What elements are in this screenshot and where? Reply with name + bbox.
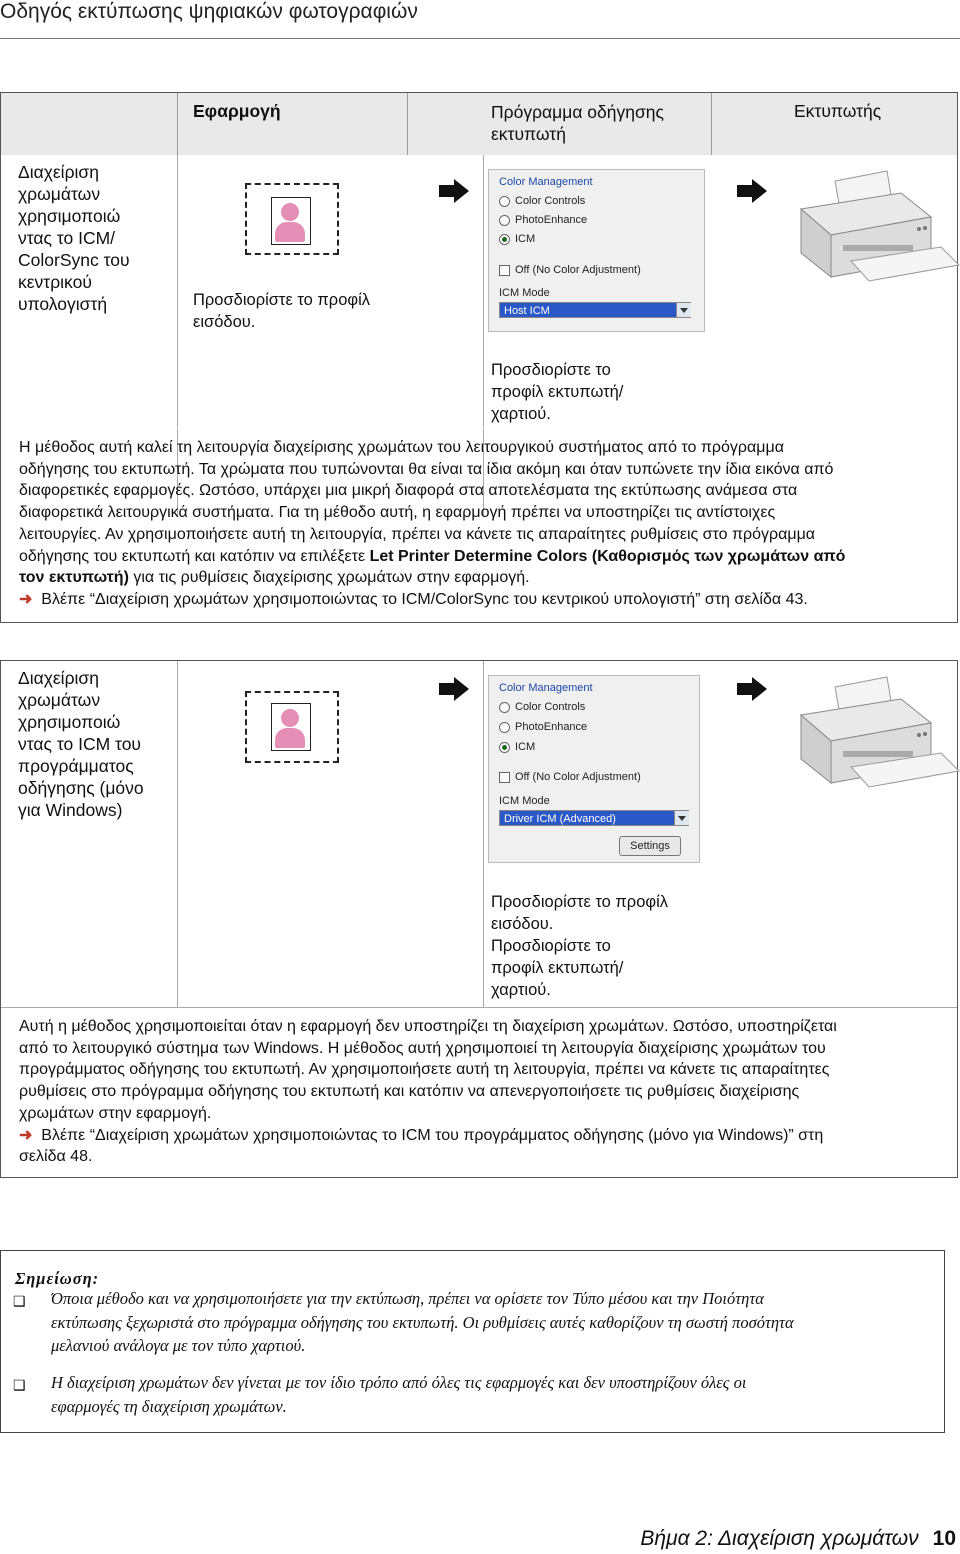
driver-caption: Προσδιορίστε το προφίλ εισόδου. Προσδιορίστε το προφίλ εκτυπωτή/ χαρτιού.: [491, 893, 668, 999]
col-divider: [483, 661, 484, 1007]
photo-icon: [271, 197, 311, 245]
radio-photoenhance[interactable]: [499, 722, 510, 733]
note-item: Η διαχείριση χρωμάτων δεν γίνεται με τον ίδιο τρόπο από όλες τις εφαρμογές και δεν υποστηρίζουν όλες οι εφαρμογές τη διαχείριση χρωμάτων.: [51, 1373, 747, 1416]
arrow-right-icon: [735, 177, 769, 205]
icm-mode-label: ICM Mode: [499, 287, 550, 299]
radio-color-controls[interactable]: [499, 702, 510, 713]
row1-description: Η μέθοδος αυτή καλεί τη λειτουργία διαχείρισης χρωμάτων του λειτουργικού συστήματος από το πρόγραμμα οδήγησης του εκτυπωτή. Τα χρώματα που τυπώνονται θα είναι τα ίδια ακόμη και όταν τυπώνετε την ίδια εικόνα από διαφορετικές εφαρμογές. Ωστόσο, υπάρχει μια μικρή διαφορά στα αποτελέσματα της εκτύπωσης ανάμεσα στα διαφορετικά λειτουργικά συστήματα. Για τη μέθοδο αυτή, η εφαρμογή πρέπει να υποστηρίζει τις αντίστοιχες λειτουργίες. Αν χρησιμοποιήσετε αυτή τη λειτουργία, πρέπει να κάνετε τις απαραίτητες ρυθμίσεις στο πρόγραμμα οδήγησης του εκτυπωτή και κατόπιν να επιλέξετε Let Printer Determine Colors (Καθορισμός των χρωμάτων από τον εκτυπωτή) για τις ρυθμίσεις διαχείρισης χρωμάτων στην εφαρμογή. ➜ Βλέπε “Διαχείριση χρωμάτων χρησιμοποιώντας το ICM/ColorSync του κεντρικού υπολογιστή” στη σελίδα 43.: [19, 439, 846, 608]
table-driver-icm: [0, 660, 958, 1178]
col-divider: [407, 93, 408, 155]
row2-description: Αυτή η μέθοδος χρησιμοποιείται όταν η εφαρμογή δεν υποστηρίζει τη διαχείριση χρωμάτων. Ωστόσο, υποστηρίζεται από το λειτουργικό σύστημα των Windows. Η μέθοδος αυτή χρησιμοποιεί τη λειτουργία διαχείρισης χρωμάτων του προγράμματος οδήγησης του εκτυπωτή. Αν χρησιμοποιήσετε αυτή τη λειτουργία, πρέπει να κάνετε τις απαραίτητες ρυθμίσεις στο πρόγραμμα οδήγησης του εκτυπωτή και κατόπιν να απενεργοποιήσετε τις ρυθμίσεις διαχείρισης χρωμάτων στην εφαρμογή. ➜ Βλέπε “Διαχείριση χρωμάτων χρησιμοποιώντας το ICM του προγράμματος οδήγησης (μόνο για Windows)” στη σελίδα 48.: [19, 1018, 837, 1166]
color-management-dialog: [488, 675, 700, 863]
app-caption: Προσδιορίστε το προφίλ εισόδου.: [193, 291, 370, 331]
arrow-right-icon: [437, 177, 471, 205]
see-also-link[interactable]: Βλέπε “Διαχείριση χρωμάτων χρησιμοποιώντας το ICM/ColorSync του κεντρικού υπολογιστή” στη σελίδα 43.: [41, 590, 808, 608]
radio-photoenhance[interactable]: [499, 215, 510, 226]
arrow-right-icon: [437, 675, 471, 703]
icm-mode-label: ICM Mode: [499, 795, 550, 807]
icm-mode-select[interactable]: Host ICM: [499, 302, 691, 318]
printer-icon: [791, 169, 960, 299]
person-body: [275, 728, 305, 748]
person-head: [281, 709, 299, 727]
checkbox-bullet-icon: ❑: [13, 1377, 26, 1393]
option-color-controls: Color Controls: [515, 701, 586, 713]
page-number: 10: [932, 1527, 956, 1550]
chevron-down-icon[interactable]: [674, 811, 689, 825]
printer-icon: [791, 675, 960, 805]
chevron-down-icon[interactable]: [676, 303, 691, 317]
column-header-printer: Εκτυπωτής: [794, 101, 882, 121]
col-divider: [177, 93, 178, 155]
table-host-icm: [0, 92, 958, 623]
radio-color-controls[interactable]: [499, 196, 510, 207]
person-head: [281, 203, 299, 221]
note-box: [0, 1250, 945, 1433]
page-title: Οδηγός εκτύπωσης ψηφιακών φωτογραφιών: [0, 0, 418, 23]
radio-icm[interactable]: [499, 234, 510, 245]
row-divider: [1, 1007, 957, 1008]
arrow-right-icon: [735, 675, 769, 703]
option-photoenhance: PhotoEnhance: [515, 214, 588, 226]
column-header-driver: Πρόγραμμα οδήγησης εκτυπωτή: [491, 102, 664, 144]
color-management-dialog: [488, 169, 705, 332]
dialog-legend: Color Management: [499, 682, 593, 694]
row-divider: [1, 427, 957, 428]
column-header-application: Εφαρμογή: [193, 101, 281, 121]
link-arrow-icon: ➜: [19, 1126, 33, 1144]
off-checkbox-label: Off (No Color Adjustment): [515, 771, 641, 783]
dialog-legend: Color Management: [499, 176, 593, 188]
col-divider: [711, 93, 712, 155]
header-divider: [0, 38, 960, 39]
row1-label: Διαχείριση χρωμάτων χρησιμοποιώ ντας το ICM/ ColorSync του κεντρικού υπολογιστή: [18, 162, 130, 314]
option-color-controls: Color Controls: [515, 195, 586, 207]
option-photoenhance: PhotoEnhance: [515, 721, 588, 733]
option-icm: ICM: [515, 233, 536, 245]
radio-icm[interactable]: [499, 742, 510, 753]
option-icm: ICM: [515, 741, 536, 753]
off-checkbox[interactable]: [499, 265, 510, 276]
see-also-link[interactable]: Βλέπε “Διαχείριση χρωμάτων χρησιμοποιώντας το ICM του προγράμματος οδήγησης (μόνο για Windows)” στη: [41, 1126, 824, 1144]
off-checkbox[interactable]: [499, 772, 510, 783]
row2-label: Διαχείριση χρωμάτων χρησιμοποιώ ντας το ICM του προγράμματος οδήγησης (μόνο για Windows): [18, 668, 144, 820]
link-arrow-icon: ➜: [19, 590, 33, 608]
person-body: [275, 222, 305, 242]
note-title: Σημείωση:: [15, 1269, 100, 1288]
checkbox-bullet-icon: ❑: [13, 1293, 26, 1309]
note-item: Όποια μέθοδο και να χρησιμοποιήσετε για την εκτύπωση, πρέπει να ορίσετε τον Τύπο μέσου και την Ποιότητα εκτύπωσης ξεχωριστά στο πρόγραμμα οδήγησης του εκτυπωτή. Οι ρυθμίσεις αυτές καθορίζουν τη σωστή ποσότητα μελανιού ανάλογα με τον τύπο χαρτιού.: [51, 1289, 794, 1355]
icm-mode-select[interactable]: Driver ICM (Advanced): [499, 810, 689, 826]
page-footer: [640, 1527, 956, 1551]
footer-section: Βήμα 2: Διαχείριση χρωμάτων: [640, 1527, 919, 1550]
settings-button[interactable]: Settings: [619, 836, 681, 856]
off-checkbox-label: Off (No Color Adjustment): [515, 264, 641, 276]
col-divider: [177, 661, 178, 1007]
driver-caption: Προσδιορίστε το προφίλ εκτυπωτή/ χαρτιού.: [491, 361, 624, 423]
photo-icon: [271, 703, 311, 751]
